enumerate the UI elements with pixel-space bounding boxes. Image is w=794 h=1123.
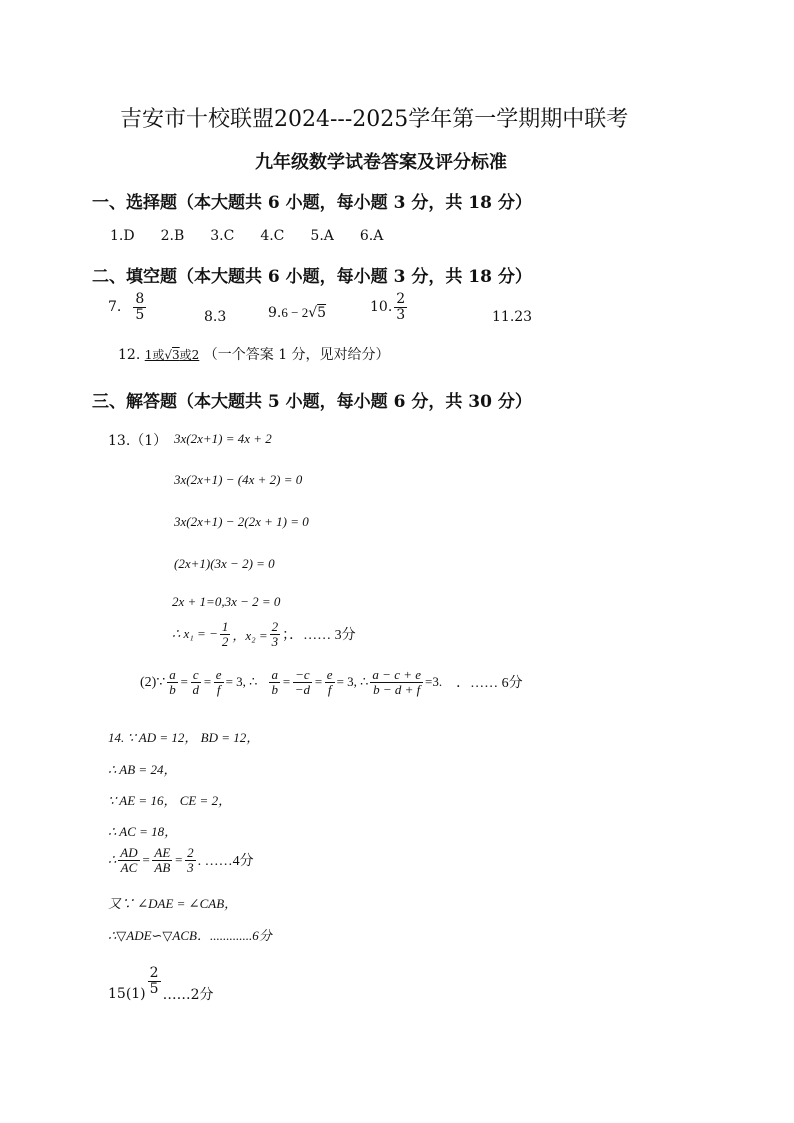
q14-line-6: 又∵ ∠DAE = ∠CAB，: [108, 896, 238, 911]
fraction-numerator: 8: [135, 291, 145, 307]
fraction-denominator: 3: [396, 306, 406, 323]
fraction-ae-ab: [152, 846, 172, 874]
fraction-numerator: 1: [221, 619, 229, 634]
answer-6: 6.A: [359, 228, 384, 244]
fraction-numerator: 2: [271, 619, 279, 634]
fraction-numerator: a: [169, 667, 176, 682]
fraction-numerator: 2: [187, 845, 194, 860]
fraction-negc-negd: [293, 668, 312, 696]
q13-part-2: (2)∵ $\frac{a}{b}$ = $\frac{c}{d}$ = $\frac{e}{f}$ = 3, ∴ $\frac{a}{b}$ = $\frac{-c}{-d}$ = $\frac{e}{f}$ = 3, ∴ $\frac{a - c + e}{b - d + f}$ =3. ．…… 6分: [140, 667, 523, 697]
q15-label: 15(1): [108, 986, 146, 1002]
fraction-denominator: 2: [221, 633, 229, 649]
answer-5: 5.A: [310, 228, 334, 244]
fraction-c-d: [191, 668, 202, 696]
fraction-denominator: AB: [154, 859, 171, 875]
q13-line-6: [172, 620, 356, 648]
q14-score-1: . ……4分: [197, 854, 254, 870]
answer-9-expr: 6 − 2: [281, 305, 309, 320]
fraction-denominator: b: [169, 681, 176, 697]
answer-3: 3.C: [210, 228, 235, 244]
sqrt-icon: √: [164, 348, 173, 362]
q14-line-4: ∴ AC = 18，: [108, 824, 178, 839]
q13-part-2-label: (2)∵: [140, 674, 166, 690]
fraction-denominator: −d: [294, 681, 310, 697]
fraction-denominator: 3: [187, 859, 194, 875]
fraction-numerator: a − c + e: [372, 667, 422, 682]
fraction-numerator: e: [326, 667, 333, 682]
fraction-a-b-2: [269, 668, 280, 696]
answer-4: 4.C: [260, 228, 285, 244]
fraction-numerator: c: [192, 667, 199, 682]
q13-x2-fraction: [270, 620, 281, 648]
q14-line-2: ∴ AB = 24，: [108, 762, 177, 777]
section3-heading: 三、解答题（本大题共 5 小题，每小题 6 分，共 30 分）: [92, 392, 532, 412]
answer-12-part-b: 或2: [179, 348, 200, 362]
answer-12-radicand: 3: [172, 348, 180, 362]
sqrt-icon: √: [308, 305, 318, 321]
fraction-ad-ac: [118, 846, 139, 874]
q13-score-2: ．…… 6分: [456, 676, 523, 692]
q13-x2-label: ，x₂ =: [232, 627, 268, 643]
q13-x1-fraction: [220, 620, 231, 648]
answer-9-radicand: 5: [317, 305, 327, 321]
q15-line-1: [108, 958, 214, 1004]
section1-answers: [110, 228, 383, 244]
q13-line-3: 3x(2x+1) − 2(2x + 1) = 0: [174, 514, 309, 529]
answer-12-label: 12.: [118, 347, 141, 363]
answer-7: [108, 292, 148, 322]
answer-12-note: （一个答案 1 分，见对给分）: [203, 347, 390, 363]
fraction-denominator: 5: [135, 306, 145, 323]
fraction-denominator: AC: [120, 859, 138, 875]
q13-line-1: 3x(2x+1) = 4x + 2: [174, 431, 272, 446]
fraction-denominator: 3: [271, 633, 279, 649]
q14-line-7: ∴▽ADE∽▽ACB．.............6分: [108, 928, 272, 943]
answer-10-label: 10.: [370, 299, 393, 316]
section2-heading: 二、填空题（本大题共 6 小题，每小题 3 分，共 18 分）: [92, 267, 532, 287]
q13-equals-1: = 3, ∴: [225, 674, 258, 690]
answer-11: 11.23: [492, 309, 533, 325]
fraction-denominator: d: [192, 681, 200, 697]
fraction-numerator: 2: [396, 291, 406, 307]
q13-line-4: (2x+1)(3x − 2) = 0: [174, 556, 275, 571]
fraction-denominator: f: [216, 681, 221, 697]
answer-2: 2.B: [160, 228, 185, 244]
fraction-e-f: [214, 668, 224, 696]
fraction-numerator: −c: [295, 667, 310, 682]
fraction-numerator: e: [215, 667, 222, 682]
answer-12: [118, 344, 390, 364]
answer-10: [370, 292, 409, 322]
q14-line-3: ∵ AE = 16， CE = 2，: [108, 793, 232, 808]
answer-7-fraction: [133, 292, 146, 322]
answer-9-label: 9.: [268, 305, 282, 321]
document-subtitle: 九年级数学试卷答案及评分标准: [255, 152, 507, 173]
answer-12-value: [145, 348, 200, 362]
fraction-combined: [370, 668, 423, 696]
answer-7-label: 7.: [108, 299, 122, 316]
fraction-denominator: b − d + f: [373, 681, 421, 697]
q14-line-5: ∴ $\frac{AD}{AC}$ = $\frac{AE}{AB}$ = $\frac{2}{3}$ . ……4分: [108, 845, 254, 875]
q14-line-1: 14. ∵ AD = 12， BD = 12，: [108, 730, 260, 745]
fraction-denominator: f: [327, 681, 332, 697]
fraction-denominator: 5: [149, 980, 159, 997]
fraction-2-3: [185, 846, 196, 874]
q13-score-1: ；．…… 3分: [282, 628, 356, 644]
q15-fraction: [148, 966, 161, 996]
answer-10-fraction: [394, 292, 407, 322]
fraction-denominator: b: [271, 681, 278, 697]
answer-8: 8.3: [204, 309, 227, 325]
q13-equals-2: = 3, ∴: [336, 674, 369, 690]
q13-line-2: 3x(2x+1) − (4x + 2) = 0: [174, 472, 303, 487]
fraction-e-f-2: [325, 668, 335, 696]
answer-9: [268, 305, 326, 321]
section1-heading: 一、选择题（本大题共 6 小题，每小题 3 分，共 18 分）: [92, 193, 532, 213]
q13-label: 13.（1）: [108, 433, 168, 449]
q15-score: ……2分: [162, 987, 214, 1003]
fraction-numerator: AD: [120, 845, 138, 860]
fraction-numerator: AE: [154, 845, 171, 860]
document-title: 吉安市十校联盟2024---2025学年第一学期期中联考: [120, 107, 629, 132]
q13-x1-label: ∴ x₁ = −: [172, 626, 218, 642]
fraction-numerator: a: [271, 667, 278, 682]
q13-line-5: 2x + 1=0,3x − 2 = 0: [172, 594, 281, 609]
answer-12-part-a: 1或: [144, 348, 165, 362]
fraction-numerator: 2: [149, 964, 159, 981]
therefore-symbol: ∴: [108, 852, 117, 868]
answer-1: 1.D: [110, 228, 135, 244]
fraction-a-b: [167, 668, 178, 696]
q13-equals-3: =3.: [425, 674, 443, 690]
